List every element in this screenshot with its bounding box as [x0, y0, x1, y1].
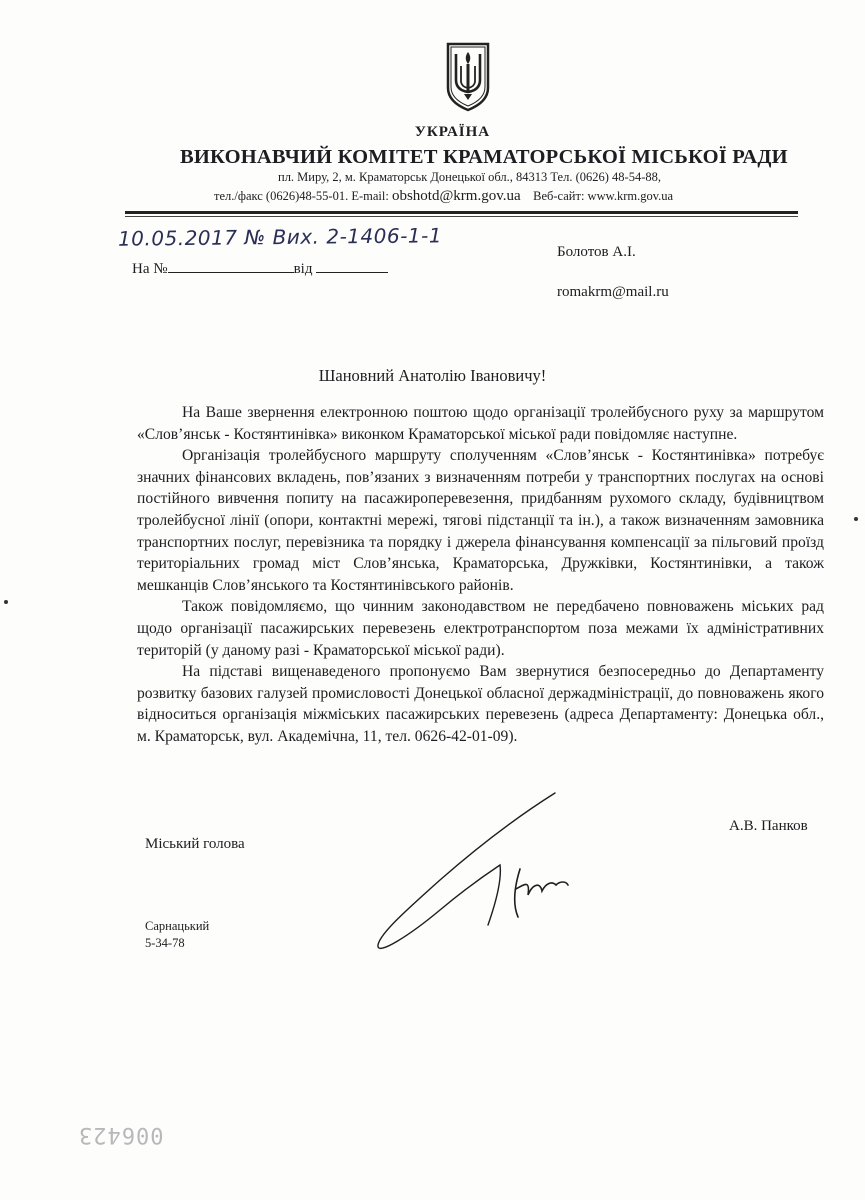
reference-label: На №	[132, 261, 168, 277]
country-heading: УКРАЇНА	[414, 124, 491, 140]
organization-website: Веб-сайт: www.krm.gov.ua	[533, 189, 674, 203]
executor-info	[145, 918, 209, 952]
phone-fax: тел./факс (0626)48-55-01.	[214, 189, 349, 203]
paragraph: На підставі вищенаведеного пропонуємо Вам звернутися безпосередньо до Департаменту розвитку базових галузей промисловості Донецької обласної держадміністрації, до повноважень якого відноситься організація міжміських пасажирських перевезень (адреса Департаменту: Донецька обл., м. Краматорськ, вул. Академічна, 11, тел. 0626-42-01-09).	[137, 663, 824, 745]
reference-from-label: від	[293, 261, 313, 277]
signer-position: Міський голова	[145, 836, 245, 852]
organization-title: ВИКОНАВЧИЙ КОМІТЕТ КРАМАТОРСЬКОЇ МІСЬКОЇ РАДИ	[180, 146, 788, 168]
signer-name: А.В. Панков	[729, 818, 808, 834]
recipient-name: Болотов А.І.	[557, 244, 636, 260]
reference-date-blank	[316, 258, 388, 273]
handwritten-outgoing-number: 10.05.2017 № Вих. 2-1406-1-1	[117, 223, 443, 251]
organization-address: пл. Миру, 2, м. Краматорськ Донецької обл., 84313 Тел. (0626) 48-54-88,	[278, 170, 661, 184]
paragraph: Також повідомляємо, що чинним законодавством не передбачено повноважень міських рад щодо організації пасажирських перевезень електротранспортом поза межами їх адміністративних територій (у даному разі - Краматорської міської ради).	[137, 598, 824, 659]
reference-line	[132, 258, 388, 278]
salutation: Шановний Анатолію Івановичу!	[318, 366, 547, 385]
header-divider-thin	[125, 216, 798, 217]
registration-stamp-number: 006423	[78, 1122, 164, 1147]
paragraph: На Ваше звернення електронною поштою щодо організації тролейбусного руху за маршрутом «Слов’янськ - Костянтинівка» виконком Краматорської міської ради повідомляє наступне.	[137, 404, 824, 443]
letter-body	[137, 402, 824, 748]
email-label: E-mail:	[351, 189, 389, 203]
executor-phone: 5-34-78	[145, 936, 185, 950]
coat-of-arms-icon	[444, 40, 492, 112]
header-divider-thick	[125, 211, 798, 214]
reference-number-blank	[168, 258, 294, 273]
paragraph: Організація тролейбусного маршруту сполученням «Слов’янськ - Костянтинівка» потребує значних фінансових вкладень, пов’язаних з визначенням потреби у транспортних послугах на основі постійного вивчення попиту на пасажироперевезення, придбанням рухомого складу, будівництвом тролейбусної лінії (опори, контактні мережі, тягові підстанції та ін.), а також визначенням замовника транспортних послуг, перевізника та порядку і джерела фінансування компенсації за пільговий проїзд територіальних громад міст Слов’янська, Краматорська, Дружківки, Костянтинівки, а також мешканців Слов’янського та Костянтинівського районів.	[137, 447, 824, 594]
punch-mark	[854, 517, 858, 521]
handwritten-signature	[370, 785, 610, 965]
organization-contacts	[214, 188, 673, 205]
punch-mark	[4, 600, 8, 604]
executor-name: Сарнацький	[145, 919, 210, 933]
recipient-email: romakrm@mail.ru	[557, 284, 669, 300]
organization-email: obshotd@krm.gov.ua	[391, 188, 521, 204]
